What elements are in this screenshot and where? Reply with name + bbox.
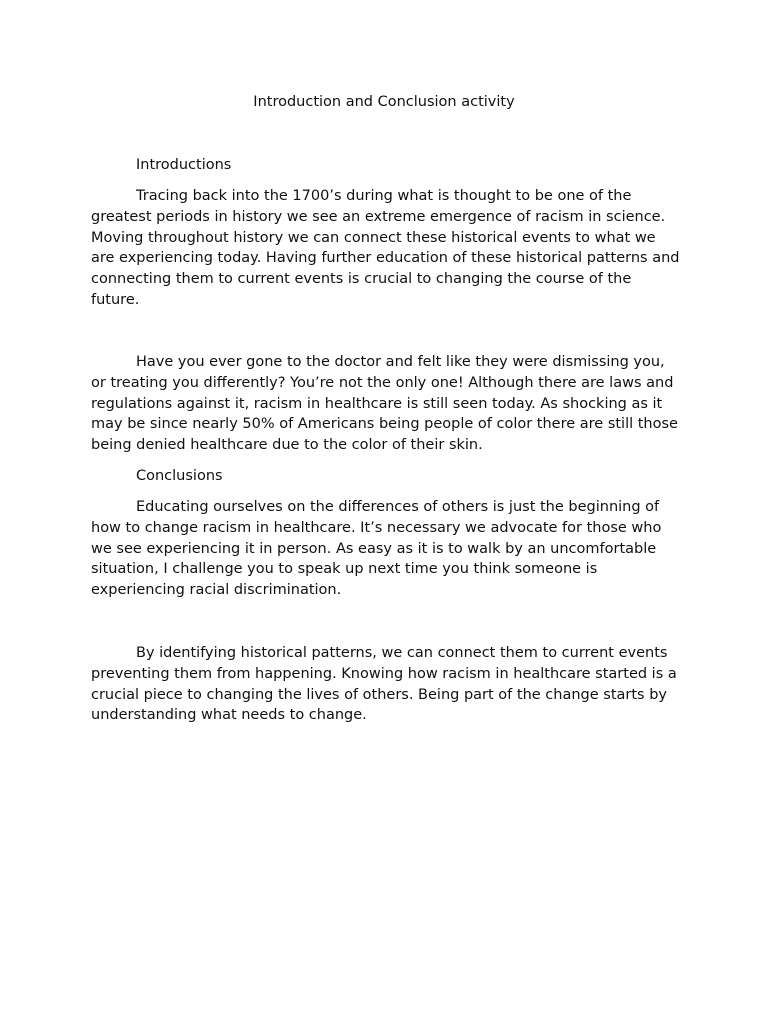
document-title: Introduction and Conclusion activity	[253, 94, 515, 110]
conclusion-paragraph-2: By identifying historical patterns, we can connect them to current events preventing them from happening. Knowing how racism in healthcare started is a crucial piece to changing the lives of others. Being part of the change starts by understanding what needs to change.	[91, 645, 677, 724]
conclusions-heading: Conclusions	[136, 468, 223, 484]
introductions-heading: Introductions	[136, 157, 232, 173]
intro-paragraph-2: Have you ever gone to the doctor and felt like they were dismissing you, or treating you differently? You’re not the only one! Although there are laws and regulations against it, racism in healthcare is still seen today. As shocking as it may be since nearly 50% of Americans being people of color there are still those being denied healthcare due to the color of their skin.	[91, 354, 678, 454]
intro-paragraph-1: Tracing back into the 1700’s during what is thought to be one of the greatest periods in history we see an extreme emergence of racism in science. Moving throughout history we can connect these historical events to what we are experiencing today. Having further education of these historical patterns and connecting them to current events is crucial to changing the course of the future.	[91, 188, 680, 308]
conclusion-paragraph-1: Educating ourselves on the differences of others is just the beginning of how to change racism in healthcare. It’s necessary we advocate for those who we see experiencing it in person. As easy as it is to walk by an uncomfortable situation, I challenge you to speak up next time you think someone is experiencing racial discrimination.	[91, 499, 662, 599]
